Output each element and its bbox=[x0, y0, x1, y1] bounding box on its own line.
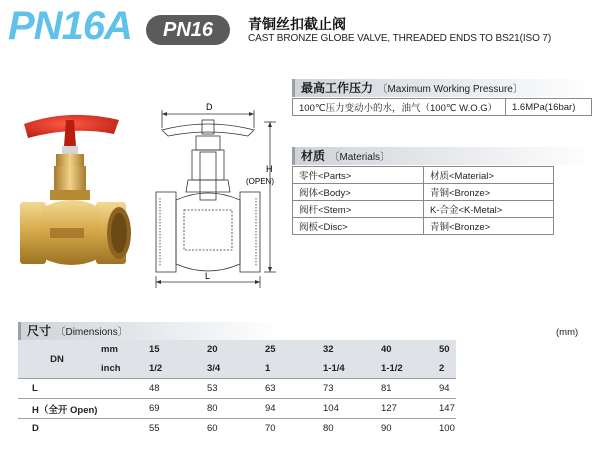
dimension-label: L bbox=[18, 379, 148, 399]
dimension-value: 80 bbox=[206, 399, 264, 419]
dimension-value: 60 bbox=[206, 419, 264, 439]
h-label: H bbox=[266, 164, 273, 174]
pressure-heading-en: 〔Maximum Working Pressure〕 bbox=[377, 84, 523, 95]
dimensions-heading-en: 〔Dimensions〕 bbox=[55, 327, 128, 338]
l-label: L bbox=[205, 271, 211, 281]
dimension-label: H（全开 Open) bbox=[18, 399, 148, 419]
dimension-value: 81 bbox=[380, 379, 438, 399]
materials-row bbox=[293, 201, 554, 218]
dn-mm-value: 40 bbox=[380, 340, 438, 359]
model-title: PN16A bbox=[8, 4, 132, 48]
materials-table bbox=[292, 166, 554, 235]
dimension-value: 48 bbox=[148, 379, 206, 399]
dn-inch-value: 1-1/4 bbox=[322, 359, 380, 379]
dn-inch-value: 1/2 bbox=[148, 359, 206, 379]
materials-row bbox=[293, 184, 554, 201]
valve-photo bbox=[14, 112, 139, 292]
materials-row bbox=[293, 218, 554, 235]
dn-label: DN bbox=[18, 340, 97, 379]
dimensions-mm-row bbox=[18, 340, 456, 359]
pressure-heading bbox=[292, 79, 595, 97]
pressure-class-badge: PN16 bbox=[146, 15, 230, 45]
dimensions-heading bbox=[18, 322, 281, 340]
dimension-value: 94 bbox=[438, 379, 456, 399]
dimension-value: 100 bbox=[438, 419, 456, 439]
material-value: 材质<Material> bbox=[424, 167, 554, 184]
inch-label: inch bbox=[97, 359, 148, 379]
material-part: 阀杆<Stem> bbox=[293, 201, 424, 218]
dn-mm-value: 20 bbox=[206, 340, 264, 359]
pressure-condition: 100℃压力变动小的水，油气（100℃ W.O.G） bbox=[293, 99, 506, 116]
dimension-value: 147 bbox=[438, 399, 456, 419]
dn-mm-value: 32 bbox=[322, 340, 380, 359]
mm-label: mm bbox=[97, 340, 148, 359]
dimension-value: 73 bbox=[322, 379, 380, 399]
material-value: K-合金<K-Metal> bbox=[424, 201, 554, 218]
dn-mm-value: 15 bbox=[148, 340, 206, 359]
dimensions-heading-cn: 尺寸 bbox=[27, 324, 52, 338]
dn-inch-value: 2 bbox=[438, 359, 456, 379]
material-value: 青铜<Bronze> bbox=[424, 218, 554, 235]
dimension-row-h bbox=[18, 399, 456, 419]
open-label: (OPEN) bbox=[246, 177, 274, 186]
dn-inch-value: 1 bbox=[264, 359, 322, 379]
product-title-en: CAST BRONZE GLOBE VALVE, THREADED ENDS TO BS21(ISO 7) bbox=[248, 33, 552, 44]
material-part: 阀板<Disc> bbox=[293, 218, 424, 235]
product-title-cn: 青铜丝扣截止阀 bbox=[248, 16, 346, 32]
pressure-table bbox=[292, 98, 592, 116]
dn-mm-value: 25 bbox=[264, 340, 322, 359]
dimensions-table bbox=[18, 340, 456, 438]
dimension-value: 127 bbox=[380, 399, 438, 419]
pressure-heading-cn: 最高工作压力 bbox=[301, 81, 374, 95]
dimension-value: 70 bbox=[264, 419, 322, 439]
dimensions-unit: (mm) bbox=[556, 327, 579, 338]
dimension-value: 55 bbox=[148, 419, 206, 439]
dimension-value: 69 bbox=[148, 399, 206, 419]
dn-inch-value: 3/4 bbox=[206, 359, 264, 379]
dimension-label: D bbox=[18, 419, 148, 439]
dimension-value: 94 bbox=[264, 399, 322, 419]
dimension-row-l bbox=[18, 379, 456, 399]
materials-heading-en: 〔Materials〕 bbox=[329, 152, 391, 163]
materials-heading bbox=[292, 147, 595, 165]
dimension-value: 53 bbox=[206, 379, 264, 399]
material-part: 阀体<Body> bbox=[293, 184, 424, 201]
material-value: 青铜<Bronze> bbox=[424, 184, 554, 201]
pressure-value: 1.6MPa(16bar) bbox=[506, 99, 592, 116]
dimension-value: 63 bbox=[264, 379, 322, 399]
materials-heading-cn: 材质 bbox=[301, 149, 326, 163]
material-part: 零件<Parts> bbox=[293, 167, 424, 184]
dimension-row-d bbox=[18, 419, 456, 439]
dn-inch-value: 1-1/2 bbox=[380, 359, 438, 379]
technical-drawing bbox=[148, 100, 290, 290]
materials-row bbox=[293, 167, 554, 184]
bonnet bbox=[54, 166, 86, 192]
dimension-value: 80 bbox=[322, 419, 380, 439]
dn-mm-value: 50 bbox=[438, 340, 456, 359]
dimension-value: 104 bbox=[322, 399, 380, 419]
dimension-value: 90 bbox=[380, 419, 438, 439]
d-label: D bbox=[206, 102, 213, 112]
